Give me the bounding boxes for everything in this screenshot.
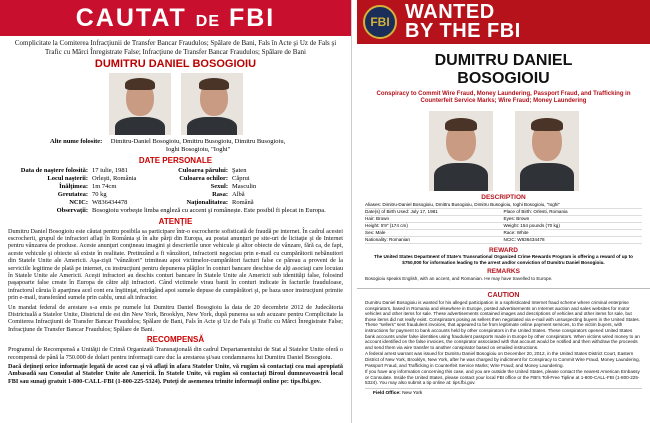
pd-label: Înălţimea: bbox=[59, 183, 88, 190]
banner-word-de: DE bbox=[195, 13, 220, 30]
pd-value: W836434478 bbox=[92, 199, 128, 206]
pd-label: Greutatea: bbox=[57, 191, 88, 198]
caution-heading-en: CAUTION bbox=[487, 292, 520, 299]
remarks-value: Bosogioiu vorbeşte limba engleză cu accent şi românește. Este posibil fi plecat in Europa. bbox=[92, 207, 326, 214]
pd-label: Data de naştere folosită: bbox=[20, 167, 88, 174]
reward-heading-ro: RECOMPENSĂ bbox=[146, 335, 205, 345]
photos-en bbox=[357, 111, 650, 191]
caution-paragraph-2-en: A federal arrest warrant was issued for Dumitru Daniel Bosogioiu on December 20, 2012, in the United States District Court, Eastern District of New York, Brooklyn, New York, after he was charged by indictment for Conspiracy to Commit Wire Fraud, Money Laundering, Passport Fraud, and Trafficking in Counterfeit Service Marks; Wire Fraud; and Money Laundering. bbox=[365, 351, 640, 368]
reward-text-en: The United States Department of State's Transnational Organized Crime Rewards Program is offering a reward of up to $750,000 for information leading to the arrest and/or conviction of Dumitru Daniel Bosogioiu. bbox=[374, 254, 633, 265]
name-line-1: DUMITRU DANIEL bbox=[434, 52, 573, 69]
pd-label: Culoarea părului: bbox=[178, 167, 228, 174]
field-office-label: Field Office: bbox=[373, 390, 401, 396]
desc-cell: NCIC: W836434478 bbox=[503, 237, 545, 242]
pd-value: 70 kg bbox=[92, 191, 107, 198]
pd-value: Orleşti, România bbox=[92, 175, 137, 182]
suspect-photo-2 bbox=[181, 73, 243, 135]
contact-text-ro: Dacă deţineţi orice informaţie legată de acest caz şi vă aflaţi în afara Statelor Unite, vă rugăm să contactaţi cea mai apropiată Ambasadă sau Consulat al Statelor Unite ale Americii. În Statele Unite, vă rugăm să contactaţi Biroul dumneavoastră local FBI sau sunaţi gratuit 1-800-CALL-FBI (1-800-225-5324). Puteţi de asemenea trimite informaţii online pe: tips.fbi.gov. bbox=[8, 363, 343, 385]
photos-ro bbox=[0, 73, 351, 135]
wanted-banner-en bbox=[357, 0, 650, 44]
name-line-2: BOSOGIOIU bbox=[457, 70, 550, 87]
desc-cell: Place of Birth: Orlesti, Romania bbox=[503, 209, 568, 214]
description-table bbox=[365, 202, 642, 244]
desc-row bbox=[365, 216, 642, 223]
desc-row bbox=[365, 209, 642, 216]
pd-label: NCIC: bbox=[69, 199, 88, 206]
aliases-ro bbox=[0, 135, 351, 154]
charges-en: Conspiracy to Commit Wire Fraud, Money Laundering, Passport Fraud, and Trafficking in Counterfeit Service Marks; Wire Fraud; Money Laundering bbox=[376, 91, 631, 104]
desc-row bbox=[365, 230, 642, 237]
reward-heading-en: REWARD bbox=[489, 247, 518, 254]
fugitive-name-ro: DUMITRU DANIEL BOSOGIOIU bbox=[94, 58, 257, 70]
aliases-value: Dimitru-Daniel Bosogioiu, Dmittru Busogioiu, Dimitru Busogioiu, Ioghi Bosogioiu, "Ioghi" bbox=[110, 138, 286, 153]
fugitive-name-en bbox=[357, 52, 650, 88]
fbi-seal-icon bbox=[363, 5, 397, 39]
pd-value: Masculin bbox=[232, 183, 257, 190]
wanted-title bbox=[405, 3, 521, 41]
remarks-ro bbox=[0, 207, 351, 215]
suspect-photo-2 bbox=[515, 111, 579, 191]
charges-ro: Complicitate la Comiterea Infracţiunii de Transfer Bancar Fraudulos; Spălare de Bani, Fals în Acte şi Uz de Fals şi Trafic cu Mărci Înregistrate False; Infracţiune de Transfer Bancar Fraudulos; Spălare de Bani bbox=[14, 39, 337, 56]
pd-label: Sexul: bbox=[210, 183, 228, 190]
banner-word-cautat: CAUTAT bbox=[75, 4, 187, 32]
remarks-label: Observaţii: bbox=[56, 207, 88, 214]
pd-label: Locul naşterii: bbox=[47, 175, 88, 182]
contact-text-en: If you have any information concerning this case, and you are outside the United States, please contact the nearest American Embassy or Consulate. Inside the United States, please contact your local FBI office or the FBI's Toll-Free Tipline at 1-800-CALL-FBI (1-800-225-5324). You may also submit a tip online at: tips.fbi.gov. bbox=[365, 369, 640, 386]
aliases-row: Aliases: Dimitru-Daniel Bosogioiu, Dmittru Busogioiu, Dimitru Busogioiu, Ioghi Bosogioiu, "Ioghi" bbox=[365, 202, 642, 209]
caution-paragraph-1-ro: Dumitru Daniel Bosogioiu este căutat pentru posibila sa participare într-o escrocherie sofisticată de fraudă pe internet. În cadrul acestei escrocherii, grupul de infractori aflaţi în România şi în alte părţi din Europa, au postat anunţuri pe site-uri de licitaţie şi de Internet pentru vânzarea de produse. Aceste anunţuri conţineau imagini şi descrierile unor vehicule şi altor obiecte de vânzare, fără ca, de fapt, aceste vehicule şi obiecte să existe în realitate. Pretinzând a fi vânzători, infractorii negociau prin e-mail cu cumpărătorii nebănuitori din Statele Unite ale Americii. Aşa-zişii "vânzători" trimiteau apoi victimelor-cumpărători facturi false ce păreau a proveni de la serviciile legitime de plată pe internet, cu instrucţiuni pentru depunerea plăţilor în conturi bancare deschise de alţi asociaţi care locuiau în Statele Unite ale Americii. Aceşti infractori au deschis conturi bancare în Statele Unite ale Americii sub identităţi false, folosind paşapoarte false create în Europa de către alţi infractori. Când victimele virau banii în conturi indicate în facturile frauduloase, infractorul căruia îi aparţinea acel cont era înştiinţat, retrăgând apoi sumele depuse de cumpărători şi, pe baza unor instrucţiuni primite prin e-mail, transferând sumele prin cablu, unui alt infractor. bbox=[8, 227, 343, 302]
suspect-photo-1 bbox=[109, 73, 171, 135]
desc-cell: Race: White bbox=[503, 230, 529, 235]
pd-value: 1m 74cm bbox=[92, 183, 117, 190]
pd-value: Căprui bbox=[232, 175, 250, 182]
banner-word-fbi: FBI bbox=[228, 4, 276, 32]
pd-value: 17 iulie, 1981 bbox=[92, 167, 128, 174]
caution-paragraph-2-ro: Un mandat federal de arestare s-a emis pe numele lui Dumitru Daniel Bosogioiu la data de 20 decembrie 2012 de Judecătoria Districtuală a Statelor Unite, Districtul de est din New York, Brooklyn, New York, după punerea sa sub acuzare pentru Complicitate la Comiterea Infracţiunii de Transfer Bancar Fraudulos; Spălare de Bani, Fals în Acte şi Uz de Fals şi Trafic cu Mărci Înregistrate False; Infracţiune de Transfer Bancar Fraudulos; Spălare de Bani. bbox=[8, 303, 343, 333]
description-heading: DESCRIPTION bbox=[481, 194, 526, 201]
desc-row bbox=[365, 237, 642, 244]
desc-cell: Nationality: Romanian bbox=[365, 237, 410, 242]
personal-data-grid bbox=[0, 165, 351, 207]
wanted-line-2: BY THE FBI bbox=[405, 20, 521, 42]
reward-text-ro: Programul de Recompensă a Unităţii de Crimă Organizată Transnaţională din cadrul Departamentului de Stat al Statelor Unite oferă o recompensă de până la 750.000 de dolari pentru informaţii care duc la arestarea şi/sau condamnarea lui Dumitru Daniel Bosogioiu. bbox=[8, 346, 343, 361]
pd-value: Şaten bbox=[232, 167, 247, 174]
seal-label: FBI bbox=[370, 15, 390, 29]
desc-cell: Weight: 154 pounds (70 kg) bbox=[503, 223, 560, 228]
desc-cell: Eyes: Brown bbox=[503, 216, 530, 221]
pd-label: Culoarea ochilor: bbox=[179, 175, 228, 182]
wanted-banner-ro bbox=[0, 0, 351, 36]
wanted-line-1: WANTED bbox=[405, 1, 495, 23]
desc-cell: Hair: Brown bbox=[365, 216, 389, 221]
personal-data-heading: DATE PERSONALE bbox=[138, 156, 213, 165]
desc-cell: Sex: Male bbox=[365, 230, 386, 235]
desc-cell: Date(s) of Birth Used: July 17, 1981 bbox=[365, 209, 438, 214]
caution-section-en bbox=[357, 288, 650, 423]
suspect-photo-1 bbox=[429, 111, 493, 191]
field-office-value: New York bbox=[402, 390, 423, 396]
english-wanted-poster bbox=[357, 0, 650, 423]
pd-value: Albă bbox=[232, 191, 245, 198]
remarks-heading-en: REMARKS bbox=[487, 268, 520, 276]
pd-label: Rasa: bbox=[212, 191, 228, 198]
caution-heading-ro: ATENŢIE bbox=[158, 216, 193, 226]
desc-row bbox=[365, 223, 642, 230]
field-office bbox=[365, 388, 642, 398]
desc-cell: Height: 5'9" (174 cm) bbox=[365, 223, 408, 228]
pd-value: Română bbox=[232, 199, 254, 206]
pd-label: Naţionalitatea: bbox=[186, 199, 228, 206]
caution-paragraph-1-en: Dumitru Daniel Bosogioiu is wanted for his alleged participation in a sophisticated Internet fraud scheme where criminal enterprise conspirators, based in Romania and elsewhere in Europe, posted advertisements on Internet auction and sales websites for motor vehicles and other items for sale. These advertisements contained images and descriptions of vehicles and other items for sale, but those items did not really exist. Conspirators posing as sellers then negotiated via e-mail with unsuspecting buyers in the United States. These "sellers" sent fraudulent invoices, that appeared to be from legitimate online payment services, to the victim buyers, with instructions for payment to bank accounts held by other conspirators in the United States. These conspirators opened United States bank accounts under false identities using fraudulent passports made in Europe by other conspirators. When victims wired money to an account identified on the false invoices, the conspirator associated with that account would be notified and then withdraw the proceeds and send them via wire transfer to another conspirator based on emailed instructions. bbox=[365, 300, 641, 350]
aliases-label: Alte nume folosite: bbox=[50, 138, 103, 145]
remarks-text-en: Bosogioiu speaks English, with an accent, and Romanian. He may have travelled to Europe. bbox=[365, 276, 553, 282]
